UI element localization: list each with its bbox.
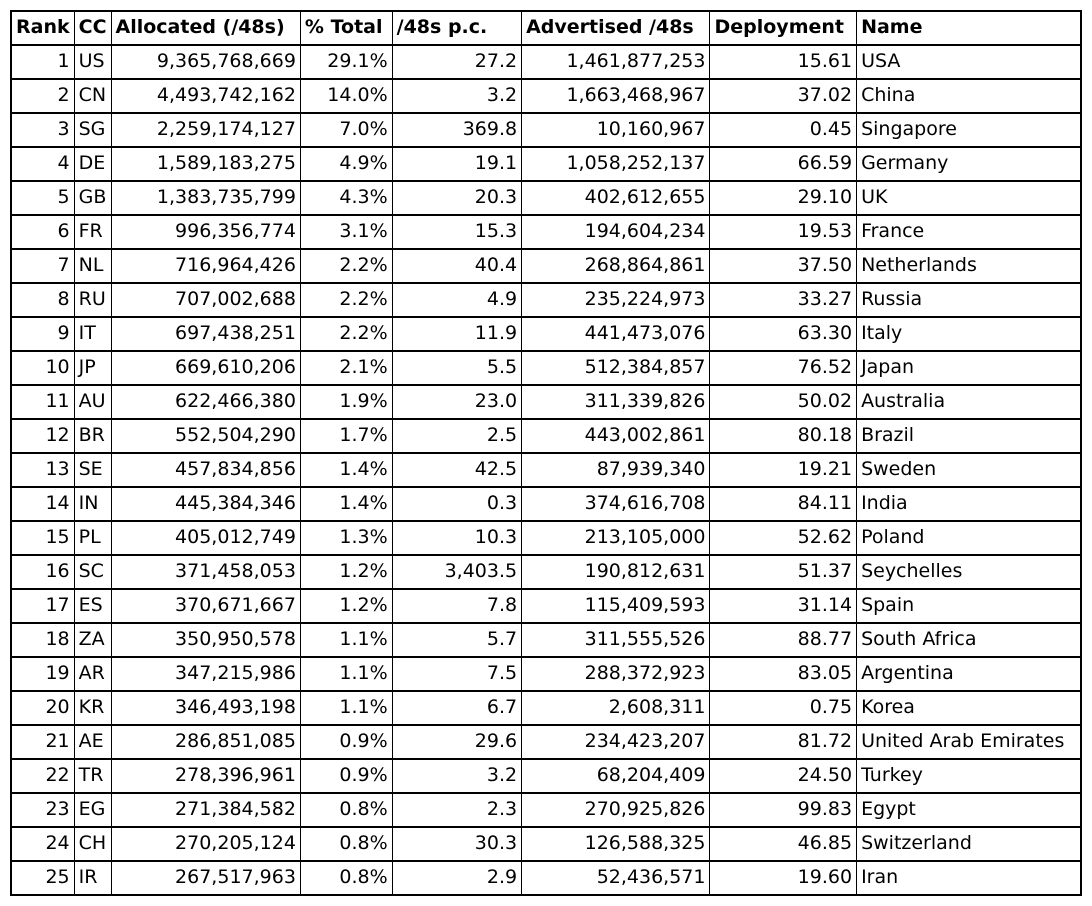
table-row xyxy=(11,249,1081,283)
cell-pct-total: 29.1% xyxy=(300,45,392,79)
cell-deployment: 29.10 xyxy=(710,181,857,215)
cell-name: South Africa xyxy=(857,623,1081,657)
cell-allocated: 346,493,198 xyxy=(111,691,300,725)
cell-rank: 11 xyxy=(11,385,74,419)
cell-cc: ES xyxy=(74,589,111,623)
column-header-allocated: Allocated (/48s) xyxy=(111,11,300,45)
cell-48s-pc: 3.2 xyxy=(392,79,521,113)
cell-name: United Arab Emirates xyxy=(857,725,1081,759)
cell-cc: SG xyxy=(74,113,111,147)
cell-name: Italy xyxy=(857,317,1081,351)
cell-allocated: 552,504,290 xyxy=(111,419,300,453)
cell-pct-total: 1.4% xyxy=(300,487,392,521)
table-row xyxy=(11,317,1081,351)
cell-pct-total: 4.3% xyxy=(300,181,392,215)
cell-name: Russia xyxy=(857,283,1081,317)
cell-deployment: 19.60 xyxy=(710,861,857,895)
table-row xyxy=(11,351,1081,385)
cell-name: China xyxy=(857,79,1081,113)
table-header-row xyxy=(11,11,1081,45)
cell-pct-total: 1.2% xyxy=(300,555,392,589)
table-row xyxy=(11,453,1081,487)
cell-rank: 2 xyxy=(11,79,74,113)
cell-deployment: 37.02 xyxy=(710,79,857,113)
cell-pct-total: 0.9% xyxy=(300,725,392,759)
cell-48s-pc: 40.4 xyxy=(392,249,521,283)
cell-deployment: 63.30 xyxy=(710,317,857,351)
cell-allocated: 347,215,986 xyxy=(111,657,300,691)
table-row xyxy=(11,385,1081,419)
cell-pct-total: 1.3% xyxy=(300,521,392,555)
cell-deployment: 33.27 xyxy=(710,283,857,317)
cell-name: Egypt xyxy=(857,793,1081,827)
table-row xyxy=(11,113,1081,147)
cell-allocated: 267,517,963 xyxy=(111,861,300,895)
cell-deployment: 37.50 xyxy=(710,249,857,283)
cell-allocated: 669,610,206 xyxy=(111,351,300,385)
cell-advertised: 87,939,340 xyxy=(522,453,710,487)
cell-pct-total: 14.0% xyxy=(300,79,392,113)
cell-allocated: 996,356,774 xyxy=(111,215,300,249)
cell-48s-pc: 27.2 xyxy=(392,45,521,79)
table-row xyxy=(11,691,1081,725)
column-header-cc: CC xyxy=(74,11,111,45)
cell-name: Spain xyxy=(857,589,1081,623)
table-row xyxy=(11,79,1081,113)
cell-48s-pc: 7.5 xyxy=(392,657,521,691)
cell-allocated: 371,458,053 xyxy=(111,555,300,589)
cell-deployment: 0.45 xyxy=(710,113,857,147)
cell-pct-total: 2.2% xyxy=(300,317,392,351)
cell-deployment: 24.50 xyxy=(710,759,857,793)
table-row xyxy=(11,147,1081,181)
cell-allocated: 457,834,856 xyxy=(111,453,300,487)
cell-allocated: 270,205,124 xyxy=(111,827,300,861)
cell-name: Argentina xyxy=(857,657,1081,691)
table-row xyxy=(11,827,1081,861)
cell-pct-total: 0.9% xyxy=(300,759,392,793)
cell-advertised: 1,058,252,137 xyxy=(522,147,710,181)
table-row xyxy=(11,623,1081,657)
table-row xyxy=(11,215,1081,249)
cell-deployment: 50.02 xyxy=(710,385,857,419)
cell-48s-pc: 19.1 xyxy=(392,147,521,181)
cell-advertised: 374,616,708 xyxy=(522,487,710,521)
cell-advertised: 441,473,076 xyxy=(522,317,710,351)
table-row xyxy=(11,521,1081,555)
cell-pct-total: 0.8% xyxy=(300,861,392,895)
cell-allocated: 716,964,426 xyxy=(111,249,300,283)
cell-allocated: 445,384,346 xyxy=(111,487,300,521)
cell-rank: 7 xyxy=(11,249,74,283)
cell-rank: 18 xyxy=(11,623,74,657)
cell-cc: DE xyxy=(74,147,111,181)
cell-rank: 12 xyxy=(11,419,74,453)
cell-pct-total: 4.9% xyxy=(300,147,392,181)
table-row xyxy=(11,419,1081,453)
cell-allocated: 350,950,578 xyxy=(111,623,300,657)
cell-advertised: 1,663,468,967 xyxy=(522,79,710,113)
cell-rank: 5 xyxy=(11,181,74,215)
cell-cc: CN xyxy=(74,79,111,113)
table-row xyxy=(11,861,1081,895)
cell-name: Poland xyxy=(857,521,1081,555)
table-row xyxy=(11,725,1081,759)
cell-allocated: 405,012,749 xyxy=(111,521,300,555)
cell-cc: CH xyxy=(74,827,111,861)
cell-pct-total: 0.8% xyxy=(300,793,392,827)
cell-cc: GB xyxy=(74,181,111,215)
cell-rank: 25 xyxy=(11,861,74,895)
column-header-advertised: Advertised /48s xyxy=(522,11,710,45)
cell-rank: 22 xyxy=(11,759,74,793)
cell-48s-pc: 30.3 xyxy=(392,827,521,861)
cell-48s-pc: 15.3 xyxy=(392,215,521,249)
cell-rank: 9 xyxy=(11,317,74,351)
cell-deployment: 83.05 xyxy=(710,657,857,691)
cell-cc: FR xyxy=(74,215,111,249)
cell-pct-total: 0.8% xyxy=(300,827,392,861)
cell-name: Korea xyxy=(857,691,1081,725)
cell-pct-total: 2.1% xyxy=(300,351,392,385)
cell-pct-total: 2.2% xyxy=(300,249,392,283)
cell-allocated: 278,396,961 xyxy=(111,759,300,793)
cell-rank: 23 xyxy=(11,793,74,827)
cell-cc: NL xyxy=(74,249,111,283)
cell-rank: 8 xyxy=(11,283,74,317)
cell-allocated: 697,438,251 xyxy=(111,317,300,351)
cell-rank: 3 xyxy=(11,113,74,147)
cell-pct-total: 1.1% xyxy=(300,657,392,691)
cell-cc: AE xyxy=(74,725,111,759)
cell-pct-total: 1.1% xyxy=(300,691,392,725)
cell-advertised: 52,436,571 xyxy=(522,861,710,895)
cell-rank: 20 xyxy=(11,691,74,725)
cell-48s-pc: 20.3 xyxy=(392,181,521,215)
cell-48s-pc: 7.8 xyxy=(392,589,521,623)
cell-allocated: 286,851,085 xyxy=(111,725,300,759)
cell-rank: 6 xyxy=(11,215,74,249)
cell-deployment: 52.62 xyxy=(710,521,857,555)
cell-advertised: 443,002,861 xyxy=(522,419,710,453)
table-row xyxy=(11,181,1081,215)
cell-name: Australia xyxy=(857,385,1081,419)
cell-48s-pc: 2.3 xyxy=(392,793,521,827)
cell-advertised: 270,925,826 xyxy=(522,793,710,827)
cell-cc: IT xyxy=(74,317,111,351)
cell-advertised: 126,588,325 xyxy=(522,827,710,861)
cell-48s-pc: 2.9 xyxy=(392,861,521,895)
cell-advertised: 512,384,857 xyxy=(522,351,710,385)
cell-advertised: 10,160,967 xyxy=(522,113,710,147)
cell-pct-total: 1.7% xyxy=(300,419,392,453)
table-row xyxy=(11,283,1081,317)
cell-allocated: 370,671,667 xyxy=(111,589,300,623)
cell-deployment: 80.18 xyxy=(710,419,857,453)
cell-name: Turkey xyxy=(857,759,1081,793)
cell-rank: 1 xyxy=(11,45,74,79)
cell-name: France xyxy=(857,215,1081,249)
cell-advertised: 234,423,207 xyxy=(522,725,710,759)
cell-deployment: 0.75 xyxy=(710,691,857,725)
cell-allocated: 707,002,688 xyxy=(111,283,300,317)
cell-name: Switzerland xyxy=(857,827,1081,861)
cell-deployment: 15.61 xyxy=(710,45,857,79)
cell-cc: KR xyxy=(74,691,111,725)
table-row xyxy=(11,759,1081,793)
cell-advertised: 311,339,826 xyxy=(522,385,710,419)
cell-allocated: 1,589,183,275 xyxy=(111,147,300,181)
table-row xyxy=(11,555,1081,589)
cell-deployment: 88.77 xyxy=(710,623,857,657)
cell-deployment: 99.83 xyxy=(710,793,857,827)
cell-48s-pc: 5.5 xyxy=(392,351,521,385)
cell-pct-total: 1.2% xyxy=(300,589,392,623)
cell-deployment: 31.14 xyxy=(710,589,857,623)
cell-rank: 15 xyxy=(11,521,74,555)
cell-deployment: 84.11 xyxy=(710,487,857,521)
cell-advertised: 194,604,234 xyxy=(522,215,710,249)
column-header-deployment: Deployment xyxy=(710,11,857,45)
cell-advertised: 268,864,861 xyxy=(522,249,710,283)
cell-pct-total: 7.0% xyxy=(300,113,392,147)
cell-advertised: 190,812,631 xyxy=(522,555,710,589)
cell-cc: SC xyxy=(74,555,111,589)
cell-48s-pc: 4.9 xyxy=(392,283,521,317)
cell-advertised: 1,461,877,253 xyxy=(522,45,710,79)
cell-name: Sweden xyxy=(857,453,1081,487)
cell-rank: 13 xyxy=(11,453,74,487)
cell-48s-pc: 0.3 xyxy=(392,487,521,521)
cell-deployment: 19.21 xyxy=(710,453,857,487)
cell-pct-total: 2.2% xyxy=(300,283,392,317)
cell-name: India xyxy=(857,487,1081,521)
cell-cc: PL xyxy=(74,521,111,555)
cell-cc: IR xyxy=(74,861,111,895)
cell-48s-pc: 3.2 xyxy=(392,759,521,793)
cell-48s-pc: 10.3 xyxy=(392,521,521,555)
cell-deployment: 76.52 xyxy=(710,351,857,385)
cell-pct-total: 1.9% xyxy=(300,385,392,419)
cell-pct-total: 1.4% xyxy=(300,453,392,487)
cell-rank: 10 xyxy=(11,351,74,385)
ipv6-allocation-table xyxy=(10,10,1082,896)
cell-48s-pc: 3,403.5 xyxy=(392,555,521,589)
cell-name: Brazil xyxy=(857,419,1081,453)
cell-48s-pc: 369.8 xyxy=(392,113,521,147)
cell-48s-pc: 2.5 xyxy=(392,419,521,453)
cell-rank: 24 xyxy=(11,827,74,861)
cell-pct-total: 1.1% xyxy=(300,623,392,657)
cell-advertised: 2,608,311 xyxy=(522,691,710,725)
cell-name: Germany xyxy=(857,147,1081,181)
cell-rank: 4 xyxy=(11,147,74,181)
cell-advertised: 235,224,973 xyxy=(522,283,710,317)
cell-name: Iran xyxy=(857,861,1081,895)
cell-advertised: 311,555,526 xyxy=(522,623,710,657)
cell-cc: BR xyxy=(74,419,111,453)
cell-deployment: 19.53 xyxy=(710,215,857,249)
cell-cc: US xyxy=(74,45,111,79)
cell-allocated: 4,493,742,162 xyxy=(111,79,300,113)
table-row xyxy=(11,657,1081,691)
column-header-rank: Rank xyxy=(11,11,74,45)
cell-48s-pc: 6.7 xyxy=(392,691,521,725)
cell-cc: AR xyxy=(74,657,111,691)
cell-name: Netherlands xyxy=(857,249,1081,283)
cell-allocated: 271,384,582 xyxy=(111,793,300,827)
cell-48s-pc: 5.7 xyxy=(392,623,521,657)
cell-name: Seychelles xyxy=(857,555,1081,589)
table-row xyxy=(11,487,1081,521)
cell-allocated: 1,383,735,799 xyxy=(111,181,300,215)
cell-rank: 16 xyxy=(11,555,74,589)
cell-rank: 14 xyxy=(11,487,74,521)
cell-48s-pc: 42.5 xyxy=(392,453,521,487)
cell-48s-pc: 23.0 xyxy=(392,385,521,419)
column-header-name: Name xyxy=(857,11,1081,45)
cell-cc: TR xyxy=(74,759,111,793)
cell-name: UK xyxy=(857,181,1081,215)
table-row xyxy=(11,793,1081,827)
cell-cc: EG xyxy=(74,793,111,827)
column-header-pct-total: % Total xyxy=(300,11,392,45)
cell-deployment: 66.59 xyxy=(710,147,857,181)
cell-pct-total: 3.1% xyxy=(300,215,392,249)
column-header-48s-pc: /48s p.c. xyxy=(392,11,521,45)
cell-name: Japan xyxy=(857,351,1081,385)
cell-rank: 17 xyxy=(11,589,74,623)
cell-advertised: 213,105,000 xyxy=(522,521,710,555)
cell-advertised: 402,612,655 xyxy=(522,181,710,215)
cell-allocated: 622,466,380 xyxy=(111,385,300,419)
cell-advertised: 115,409,593 xyxy=(522,589,710,623)
cell-allocated: 2,259,174,127 xyxy=(111,113,300,147)
cell-rank: 19 xyxy=(11,657,74,691)
cell-cc: SE xyxy=(74,453,111,487)
cell-name: USA xyxy=(857,45,1081,79)
cell-cc: RU xyxy=(74,283,111,317)
cell-allocated: 9,365,768,669 xyxy=(111,45,300,79)
cell-48s-pc: 11.9 xyxy=(392,317,521,351)
cell-deployment: 51.37 xyxy=(710,555,857,589)
cell-cc: JP xyxy=(74,351,111,385)
cell-advertised: 288,372,923 xyxy=(522,657,710,691)
cell-rank: 21 xyxy=(11,725,74,759)
cell-name: Singapore xyxy=(857,113,1081,147)
table-row xyxy=(11,589,1081,623)
cell-cc: IN xyxy=(74,487,111,521)
cell-deployment: 46.85 xyxy=(710,827,857,861)
cell-48s-pc: 29.6 xyxy=(392,725,521,759)
cell-cc: ZA xyxy=(74,623,111,657)
cell-cc: AU xyxy=(74,385,111,419)
cell-advertised: 68,204,409 xyxy=(522,759,710,793)
table-row xyxy=(11,45,1081,79)
cell-deployment: 81.72 xyxy=(710,725,857,759)
